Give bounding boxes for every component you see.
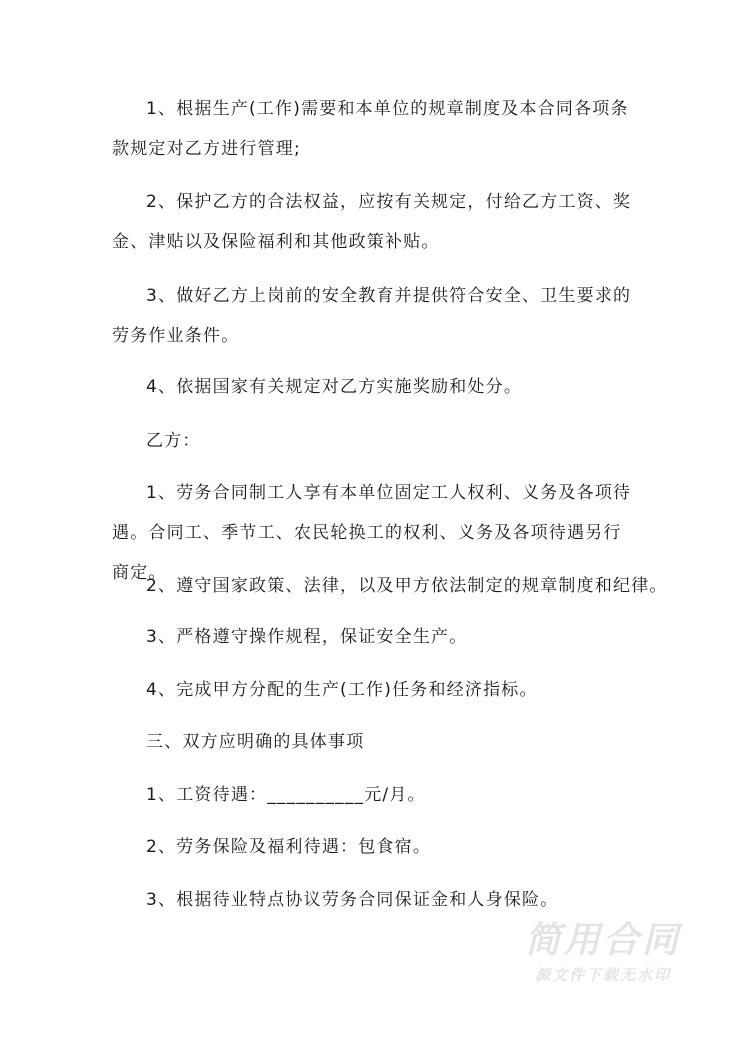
- paragraph-salary: 1、工资待遇：__________元/月。: [146, 785, 426, 805]
- watermark-subtitle: 源文件下载无水印: [534, 966, 671, 984]
- watermark-title: 简用合同: [524, 920, 681, 961]
- paragraph-party-b-right-4: 4、完成甲方分配的生产(工作)任务和经济指标。: [146, 680, 538, 700]
- paragraph-deposit-insurance: 3、根据待业特点协议劳务合同保证金和人身保险。: [146, 890, 559, 910]
- heading-party-b: 乙方：: [146, 431, 201, 451]
- paragraph-insurance-benefits: 2、劳务保险及福利待遇：包食宿。: [146, 837, 432, 857]
- paragraph-party-b-right-1: 1、劳务合同制工人享有本单位固定工人权利、义务及各项待遇。合同工、季节工、农民轮换工的权利、义务及各项待遇另行商定。: [112, 483, 632, 583]
- paragraph-party-b-right-2: 2、遵守国家政策、法律，以及甲方依法制定的规章制度和纪律。: [146, 576, 668, 596]
- paragraph-party-a-duty-2: 2、保护乙方的合法权益，应按有关规定，付给乙方工资、奖金、津贴以及保险福利和其他政策补贴。: [112, 192, 632, 252]
- watermark: [508, 918, 698, 986]
- heading-section-three: 三、双方应明确的具体事项: [146, 732, 365, 752]
- paragraph-party-a-duty-1: 1、根据生产(工作)需要和本单位的规章制度及本合同各项条款规定对乙方进行管理;: [112, 99, 629, 159]
- paragraph-party-a-duty-4: 4、依据国家有关规定对乙方实施奖励和处分。: [146, 377, 523, 397]
- paragraph-party-a-duty-3: 3、做好乙方上岗前的安全教育并提供符合安全、卫生要求的劳务作业条件。: [112, 286, 632, 346]
- paragraph-party-b-right-3: 3、严格遵守操作规程，保证安全生产。: [146, 627, 468, 647]
